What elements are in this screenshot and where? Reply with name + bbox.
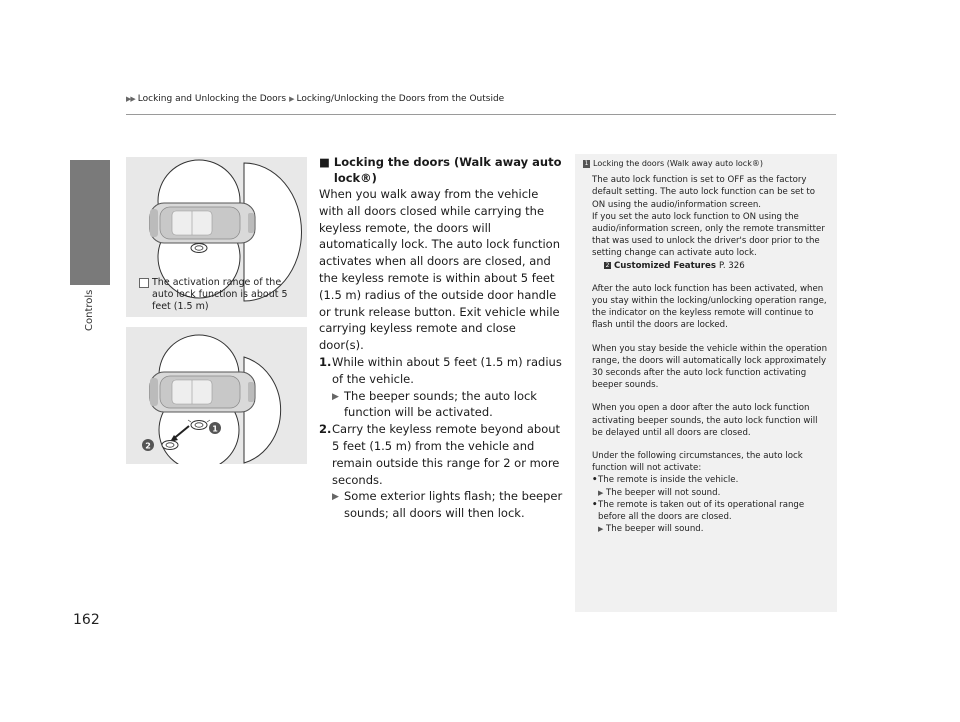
side-note-header: [583, 158, 837, 170]
bullet-icon: •: [592, 499, 598, 510]
breadcrumb-arrow-icon: ▶▶: [126, 95, 135, 103]
section-tab: [70, 160, 110, 285]
list-item-result: ▶ The beeper will not sound.: [598, 487, 721, 498]
breadcrumb-current[interactable]: Locking/Unlocking the Doors from the Outside: [296, 94, 505, 104]
list-item: • The remote is taken out of its operational range before all the doors are closed.: [592, 499, 805, 523]
note-paragraph: When you open a door after the auto lock function activating beeper sounds, the auto lock function will be delayed until all doors are closed.: [592, 403, 818, 438]
page-number: 162: [73, 612, 100, 628]
note-paragraph: The auto lock function is set to OFF as the factory default setting. The auto lock function can be set to ON using the audio/information screen. If you set the auto lock function to ON using the audio/information screen, only the remote transmitter that was used to unlock the driver's door prior to the setting change can activate auto lock.: [592, 175, 825, 259]
breadcrumb: [126, 94, 504, 104]
keyless-remote-out-of-range-icon: [162, 441, 178, 450]
caption-marker-icon: [139, 278, 149, 288]
result-arrow-icon: ▶: [332, 492, 339, 503]
section-heading: ■ Locking the doors (Walk away auto lock®): [319, 155, 562, 185]
header-divider: [126, 114, 836, 115]
note-paragraph: After the auto lock function has been activated, when you stay within the locking/unlocking operation range, the indicator on the keyless remote will continue to flash until the doors are locked.: [592, 283, 827, 331]
keyless-remote-icon: [191, 244, 207, 253]
reference-arrow-icon: 2: [605, 262, 610, 270]
result-arrow-icon: ▶: [332, 391, 339, 402]
step-marker-2: 2: [145, 441, 151, 451]
list-item-result: ▶ The beeper will sound.: [598, 524, 704, 535]
intro-text: When you walk away from the vehicle with all doors closed while carrying the keyless remote, the doors will automatically lock. The auto lock function activates when all doors are closed, and the keyless remote is within about 5 feet (1.5 m) radius of the outside door handle or trunk release button. Exit vehicle while carrying keyless remote and close door(s).: [319, 187, 561, 353]
breadcrumb-arrow-icon: ▶: [289, 95, 294, 103]
figure-caption: The activation range of the auto lock function is about 5 feet (1.5 m): [152, 277, 288, 312]
cross-reference-link[interactable]: 2 Customized Features P. 326: [605, 260, 745, 271]
section-label: Controls: [84, 290, 95, 332]
bullet-icon: •: [592, 475, 598, 486]
note-paragraph: Under the following circumstances, the auto lock function will not activate:: [592, 451, 803, 474]
step-1-result: ▶ The beeper sounds; the auto lock function will be activated.: [332, 388, 537, 420]
heading-square-icon: ■: [319, 155, 330, 169]
step-2: 2. Carry the keyless remote beyond about 5 feet (1.5 m) from the vehicle and remain outside this range for 2 or more seconds.: [319, 422, 561, 487]
list-item: • The remote is inside the vehicle.: [592, 475, 739, 486]
side-note: [575, 154, 837, 612]
step-1: 1. While within about 5 feet (1.5 m) radius of the vehicle.: [319, 354, 562, 386]
step-marker-1: 1: [212, 424, 218, 434]
step-2-result: ▶ Some exterior lights flash; the beeper sounds; all doors will then lock.: [332, 489, 563, 521]
walk-away-illustration: [126, 327, 307, 464]
note-number-icon: 1: [584, 160, 589, 168]
breadcrumb-parent[interactable]: Locking and Unlocking the Doors: [137, 94, 287, 104]
main-content: [319, 154, 564, 522]
result-arrow-icon: ▶: [598, 488, 604, 497]
side-note-title: Locking the doors (Walk away auto lock®): [593, 159, 763, 168]
result-arrow-icon: ▶: [598, 525, 604, 534]
note-paragraph: When you stay beside the vehicle within the operation range, the doors will automatically lock approximately 30 seconds after the auto lock function activating beeper sounds.: [592, 343, 828, 391]
